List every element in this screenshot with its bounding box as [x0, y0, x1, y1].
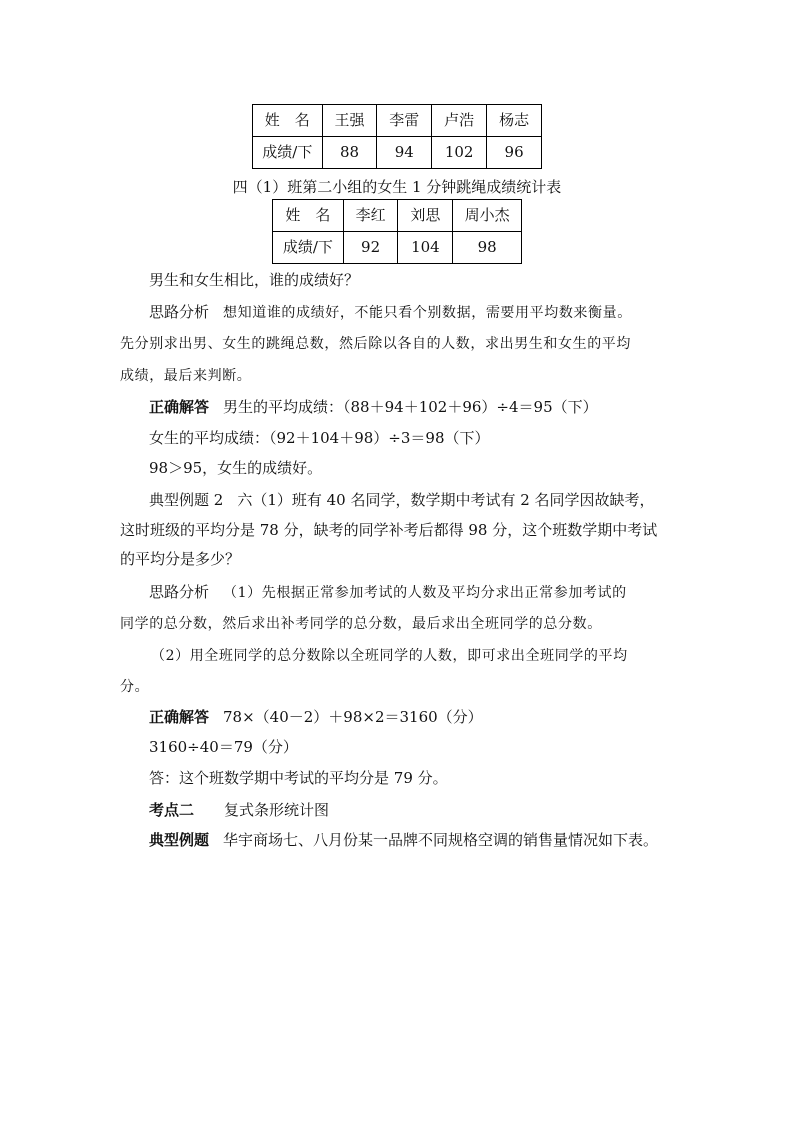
section-heading — [149, 800, 329, 820]
table-header-cell: 成绩/下 — [253, 137, 323, 169]
answer-text: 答：这个班数学期中考试的平均分是 79 分。 — [149, 769, 448, 787]
table-row — [273, 232, 522, 264]
table-cell: 杨志 — [487, 105, 542, 137]
example-text: 华宇商场七、八月份某一品牌不同规格空调的销售量情况如下表。 — [223, 831, 659, 849]
analysis-text: 同学的总分数，然后求出补考同学的总分数，最后求出全班同学的总分数。 — [120, 616, 602, 632]
answer-text: 98＞95，女生的成绩好。 — [149, 459, 323, 477]
example-label: 典型例题 2 — [149, 491, 224, 509]
section-title: 复式条形统计图 — [224, 801, 330, 819]
analysis-text: 分。 — [120, 679, 150, 695]
answer-text: 78×（40－2）＋98×2＝3160（分） — [223, 708, 483, 726]
table-header-cell: 姓 名 — [253, 105, 323, 137]
table-row — [273, 200, 522, 232]
analysis-label: 思路分析 — [149, 583, 210, 601]
example-label: 典型例题 — [149, 831, 210, 849]
table-cell: 周小杰 — [453, 200, 522, 232]
analysis-paragraph — [149, 582, 627, 603]
analysis-text: 先分别求出男、女生的跳绳总数，然后除以各自的人数，求出男生和女生的平均 — [120, 336, 631, 352]
table-header-cell: 成绩/下 — [273, 232, 344, 264]
example-paragraph — [149, 490, 655, 510]
answer-paragraph — [149, 707, 483, 727]
analysis-text: （1）先根据正常参加考试的人数及平均分求出正常参加考试的 — [223, 585, 627, 601]
example-text: 六（1）班有 40 名同学，数学期中考试有 2 名同学因故缺考， — [237, 491, 655, 509]
table-cell: 王强 — [322, 105, 377, 137]
table-header-cell: 姓 名 — [273, 200, 344, 232]
table-cell: 刘思 — [398, 200, 453, 232]
table-row — [253, 105, 542, 137]
question-text: 男生和女生相比，谁的成绩好？ — [149, 271, 360, 289]
answer-text: 男生的平均成绩：（88＋94＋102＋96）÷4＝95（下） — [223, 398, 598, 416]
example-text: 的平均分是多少？ — [120, 550, 241, 568]
table-cell: 104 — [398, 232, 453, 264]
table-cell: 102 — [432, 137, 487, 169]
section-label: 考点二 — [149, 801, 195, 819]
analysis-text: （2）用全班同学的总分数除以全班同学的人数，即可求出全班同学的平均 — [151, 648, 628, 664]
girls-table-caption: 四（1）班第二小组的女生 1 分钟跳绳成绩统计表 — [232, 178, 562, 196]
example-text: 这时班级的平均分是 78 分，缺考的同学补考后都得 98 分，这个班数学期中考试 — [120, 521, 658, 539]
example-paragraph — [149, 830, 658, 850]
answer-label: 正确解答 — [149, 708, 210, 726]
table-row — [253, 137, 542, 169]
table-cell: 李雷 — [377, 105, 432, 137]
table-cell: 98 — [453, 232, 522, 264]
analysis-label: 思路分析 — [149, 303, 210, 321]
table-cell: 卢浩 — [432, 105, 487, 137]
analysis-text: 想知道谁的成绩好，不能只看个别数据，需要用平均数来衡量。 — [223, 305, 632, 321]
table-cell: 92 — [343, 232, 398, 264]
analysis-paragraph — [149, 302, 632, 323]
table-cell: 李红 — [343, 200, 398, 232]
analysis-text: 成绩，最后来判断。 — [120, 368, 252, 384]
table-cell: 96 — [487, 137, 542, 169]
answer-label: 正确解答 — [149, 398, 210, 416]
table-cell: 88 — [322, 137, 377, 169]
girls-score-table — [272, 199, 522, 264]
answer-text: 3160÷40＝79（分） — [149, 738, 298, 756]
table-cell: 94 — [377, 137, 432, 169]
boys-score-table — [252, 104, 542, 169]
answer-paragraph — [149, 397, 598, 417]
answer-text: 女生的平均成绩：（92＋104＋98）÷3＝98（下） — [149, 429, 490, 447]
